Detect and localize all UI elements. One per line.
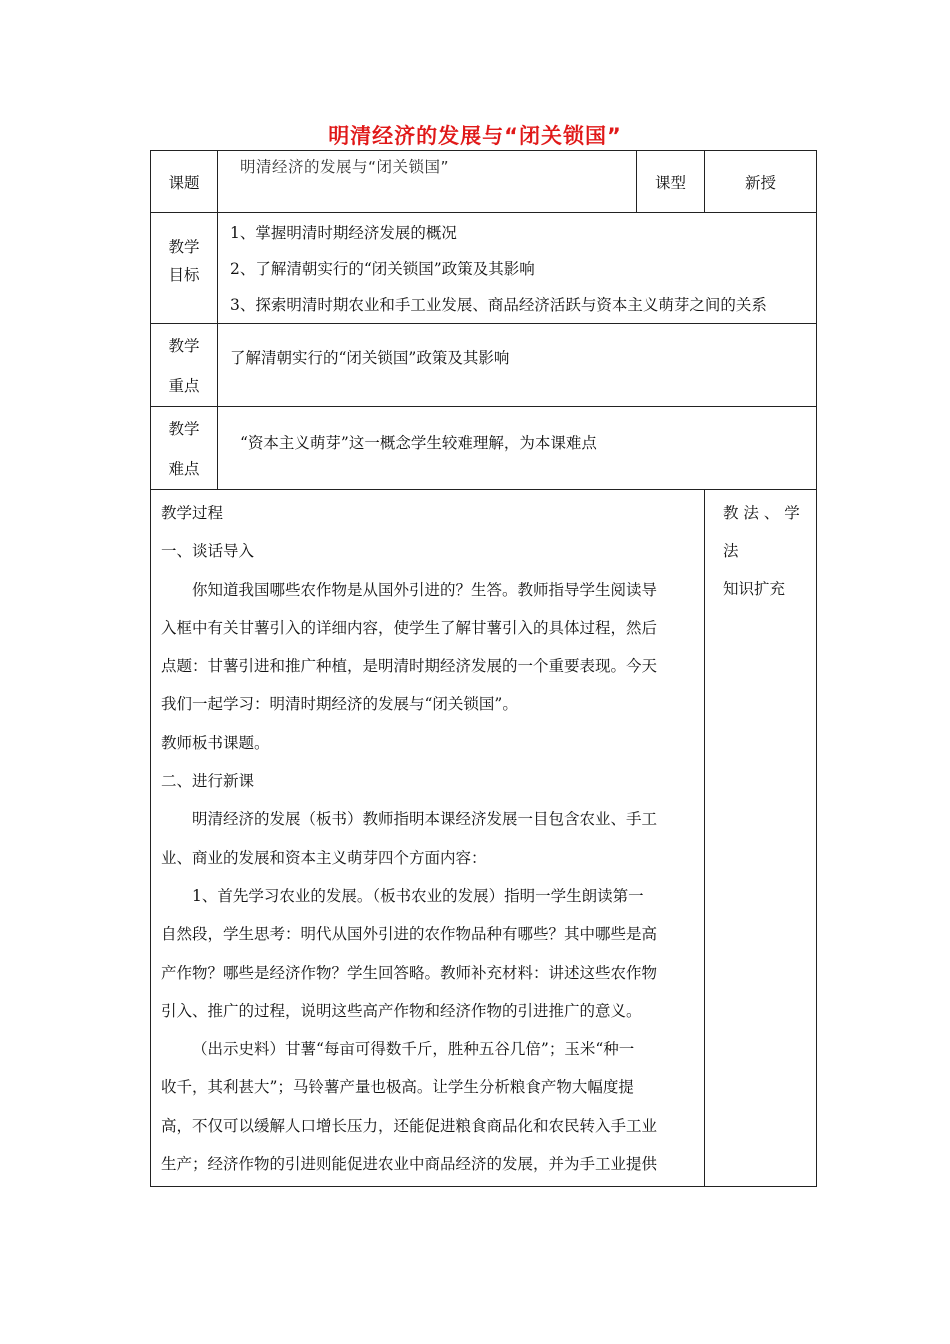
process-content [151,490,705,1187]
difficulty-value: “资本主义萌芽”这一概念学生较难理解，为本课难点 [218,407,817,490]
paragraph-line: 引入、推广的过程，说明这些高产作物和经济作物的引进推广的意义。 [161,1001,642,1020]
objectives-list [218,213,817,324]
method-label-cont: 法 [723,542,739,560]
paragraph-line: 教师板书课题。 [161,733,270,752]
objective-item: 3、探索明清时期农业和手工业发展、商品经济活跃与资本主义萌芽之间的关系 [230,296,767,314]
paragraph-line: 高，不仅可以缓解人口增长压力，还能促进粮食商品化和农民转入手工业 [161,1116,658,1135]
page-title: 明清经济的发展与“闭关锁国” [328,124,622,148]
paragraph-line: 入框中有关甘薯引入的详细内容，使学生了解甘薯引入的具体过程，然后 [161,618,658,637]
difficulty-row [151,407,817,490]
paragraph-line: 我们一起学习：明清时期经济的发展与“闭关锁国”。 [161,695,518,714]
paragraph-line: 点题：甘薯引进和推广种植，是明清时期经济发展的一个重要表现。今天 [161,657,658,676]
key-point-row [151,324,817,407]
section-heading: 二、进行新课 [161,772,255,791]
topic-value: 明清经济的发展与“闭关锁国” [218,151,637,213]
key-point-value: 了解清朝实行的“闭关锁国”政策及其影响 [218,324,817,407]
lesson-plan-table [150,150,817,1187]
topic-label: 课题 [151,151,218,213]
objectives-row [151,213,817,324]
paragraph-line: 1、首先学习农业的发展。（板书农业的发展）指明一学生朗读第一 [192,886,644,905]
paragraph-line: 业、商业的发展和资本主义萌芽四个方面内容： [161,848,487,867]
method-label: 教 法 、 学 [723,504,800,522]
key-point-label: 教学重点 [151,324,218,407]
type-value: 新授 [705,151,817,213]
paragraph-line: 自然段，学生思考：明代从国外引进的农作物品种有哪些？其中哪些是高 [161,925,658,944]
objective-item: 2、了解清朝实行的“闭关锁国”政策及其影响 [230,260,535,278]
knowledge-extension-label: 知识扩充 [723,580,786,598]
topic-row [151,151,817,213]
paragraph-line: （出示史料）甘薯“每亩可得数千斤，胜种五谷几倍”；玉米“种一 [192,1040,635,1059]
objectives-label: 教学目标 [151,213,218,324]
paragraph-line: 明清经济的发展（板书）教师指明本课经济发展一目包含农业、手工 [192,810,658,829]
process-row [151,490,817,1187]
paragraph-line: 你知道我国哪些农作物是从国外引进的？生答。教师指导学生阅读导 [192,580,658,599]
process-label: 教学过程 [161,504,224,522]
section-heading: 一、谈话导入 [161,542,255,561]
objective-item: 1、掌握明清时期经济发展的概况 [230,224,457,242]
method-column [705,490,817,1187]
paragraph-line: 收千，其利甚大”；马铃薯产量也极高。让学生分析粮食产物大幅度提 [161,1078,634,1097]
type-label: 课型 [637,151,705,213]
paragraph-line: 产作物？哪些是经济作物？学生回答略。教师补充材料：讲述这些农作物 [161,963,658,982]
difficulty-label: 教学难点 [151,407,218,490]
paragraph-line: 生产；经济作物的引进则能促进农业中商品经济的发展，并为手工业提供 [161,1155,658,1174]
